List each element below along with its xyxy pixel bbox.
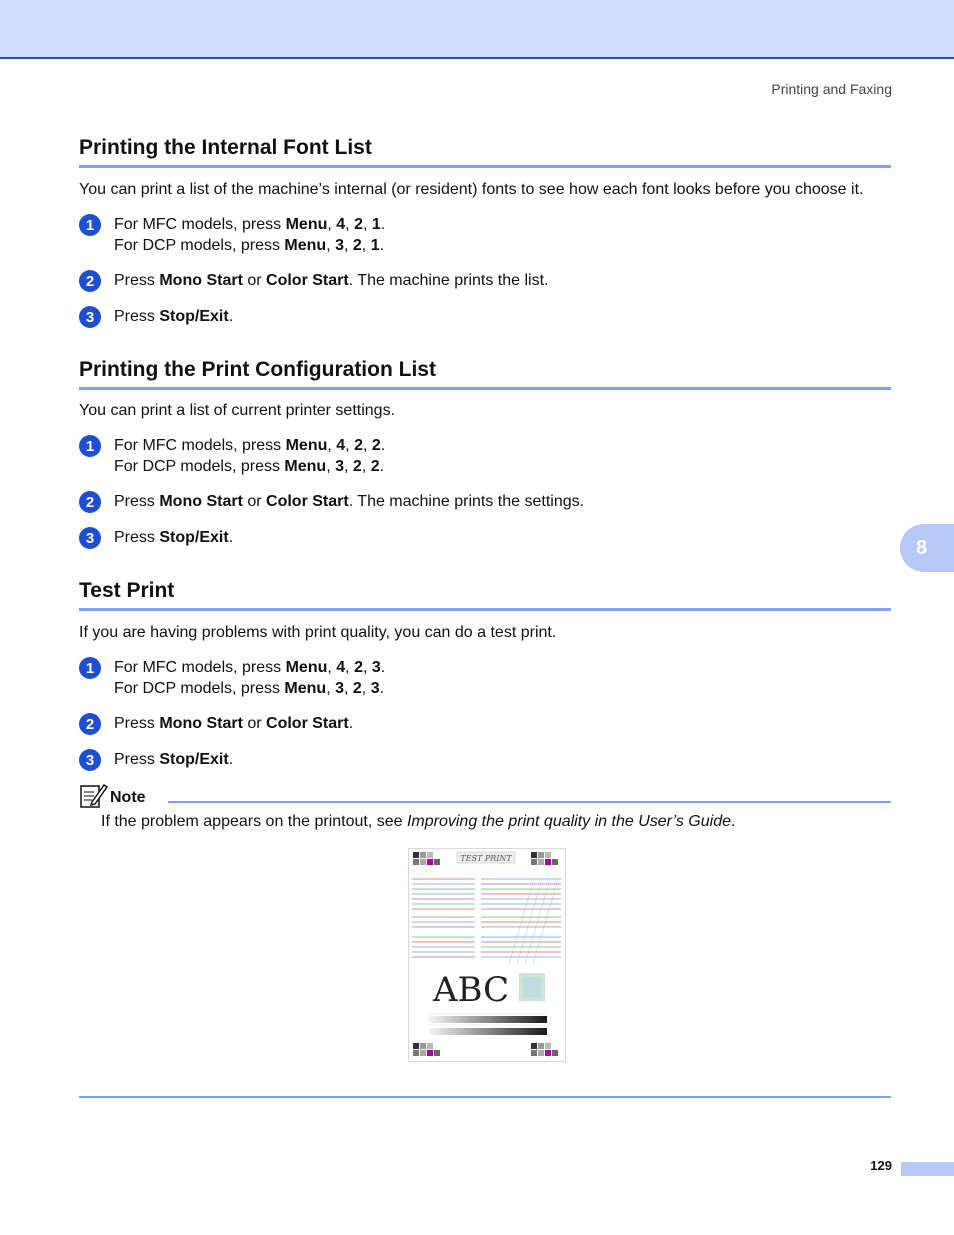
step-text-run: Press [114, 529, 160, 546]
step-keyword: Stop/Exit [159, 308, 229, 325]
step-text-run: . [228, 529, 234, 546]
step-text [114, 749, 884, 770]
color-squares-top-left [413, 852, 440, 865]
step-keyword: 3 [335, 458, 344, 475]
step-text-run: Press [114, 493, 160, 510]
step-line [114, 306, 884, 327]
step-text-run: Press [114, 272, 160, 289]
section-intro-font-list: You can print a list of the machine’s internal (or resident) fonts to see how each font looks before you choose it. [79, 181, 864, 198]
note-pencil-icon [80, 782, 108, 808]
step-text-run: Press [114, 308, 160, 325]
step-number-badge: 3 [79, 749, 101, 771]
step-text-run: . [348, 715, 354, 732]
running-head: Printing and Faxing [771, 81, 892, 97]
step-text-run: For MFC models, press [114, 437, 286, 454]
step-text [114, 306, 884, 327]
step-keyword: Mono Start [159, 493, 243, 510]
step-text-run: For DCP models, press [114, 458, 285, 475]
test-print-big-text: ABC [433, 970, 510, 1010]
step-line [114, 270, 884, 291]
step-line [114, 713, 884, 734]
step-text-run: , [326, 237, 336, 254]
step-text [114, 491, 884, 512]
step-keyword: Menu [285, 659, 328, 676]
step-text-run: For DCP models, press [114, 680, 285, 697]
step-text-run: , [326, 680, 336, 697]
step-text-run: . [379, 458, 385, 475]
step-keyword: Menu [285, 216, 328, 233]
note-text [101, 812, 735, 832]
color-squares-bottom-right [531, 1043, 558, 1056]
step-text-run: , [361, 458, 371, 475]
step-keyword: Color Start [266, 493, 349, 510]
step-text-run: , [344, 680, 353, 697]
step-text-run: . [380, 437, 386, 454]
step-number-badge: 1 [79, 657, 101, 679]
step-text-run: . The machine prints the settings. [348, 493, 585, 510]
page-number: 129 [870, 1158, 892, 1173]
step-text-run: For DCP models, press [114, 237, 285, 254]
top-header-band [0, 0, 954, 59]
step-keyword: Color Start [266, 272, 349, 289]
step-keyword: Menu [284, 237, 327, 254]
step-text-run: . [228, 751, 234, 768]
step-text-run: . [379, 680, 385, 697]
note-reference-link-text: Improving the print quality in the User’s Guide [406, 813, 731, 830]
step-keyword: 3 [371, 659, 381, 676]
step-keyword: Menu [284, 458, 327, 475]
step-keyword: Mono Start [159, 272, 243, 289]
step-text [114, 214, 884, 256]
step-keyword: 3 [370, 680, 380, 697]
section-intro-test-print: If you are having problems with print quality, you can do a test print. [79, 624, 557, 641]
note-label: Note [110, 789, 146, 806]
step-keyword: 4 [336, 216, 346, 233]
step-keyword: Stop/Exit [159, 529, 229, 546]
test-print-illustration [409, 849, 565, 1061]
step-number-badge: 2 [79, 270, 101, 292]
gray-ramp-2 [429, 1028, 547, 1035]
step-keyword: 2 [352, 680, 362, 697]
step-keyword: 2 [371, 437, 381, 454]
step-keyword: 1 [371, 216, 381, 233]
section-title-config-list: Printing the Print Configuration List [79, 358, 891, 390]
step-text-run: For MFC models, press [114, 659, 286, 676]
step-text-run: or [242, 715, 267, 732]
test-print-sample-image [408, 848, 566, 1062]
step-line [114, 749, 884, 770]
step-keyword: Menu [284, 680, 327, 697]
step-text-run: , [344, 458, 353, 475]
step-number-badge: 2 [79, 491, 101, 513]
step-text [114, 657, 884, 699]
step-keyword: 4 [336, 659, 346, 676]
step-text-run: , [362, 659, 372, 676]
step-text-run: Press [114, 751, 160, 768]
note-text-end: . [730, 813, 736, 830]
step-line [114, 527, 884, 548]
step-text-run: or [242, 493, 267, 510]
step-line [114, 491, 884, 512]
step-keyword: Menu [285, 437, 328, 454]
note-text-plain: If the problem appears on the printout, see [101, 813, 407, 830]
step-text-run: , [345, 437, 355, 454]
step-line [114, 657, 884, 678]
step-text-run: . [380, 216, 386, 233]
step-number-badge: 3 [79, 527, 101, 549]
step-text [114, 527, 884, 548]
step-keyword: Stop/Exit [159, 751, 229, 768]
step-text-run: , [327, 216, 337, 233]
step-text-run: , [327, 659, 337, 676]
step-keyword: 2 [354, 216, 363, 233]
step-keyword: 1 [370, 237, 380, 254]
step-text-run: , [326, 458, 336, 475]
step-keyword: 4 [336, 437, 346, 454]
color-squares-top-right [531, 852, 558, 865]
step-keyword: 2 [370, 458, 380, 475]
step-keyword: Color Start [266, 715, 349, 732]
step-number-badge: 2 [79, 713, 101, 735]
step-number-badge: 3 [79, 306, 101, 328]
step-text-run: . [228, 308, 234, 325]
color-squares-bottom-left [413, 1043, 440, 1056]
step-line [114, 235, 884, 256]
section-title-test-print: Test Print [79, 579, 891, 611]
step-text [114, 270, 884, 291]
step-number-badge: 1 [79, 214, 101, 236]
step-keyword: 2 [354, 659, 363, 676]
step-text-run: , [345, 216, 355, 233]
section-intro-config-list: You can print a list of current printer settings. [79, 402, 396, 419]
step-text-run: Press [114, 715, 160, 732]
bottom-divider [79, 1096, 891, 1098]
step-line [114, 214, 884, 235]
step-text [114, 435, 884, 477]
section-title-font-list: Printing the Internal Font List [79, 136, 891, 168]
step-text-run: . [379, 237, 385, 254]
step-text-run: , [362, 437, 372, 454]
step-text-run: , [361, 680, 371, 697]
step-text-run: . [380, 659, 386, 676]
chapter-tab: 8 [900, 524, 954, 572]
note-divider [168, 801, 891, 803]
step-text [114, 713, 884, 734]
step-text-run: , [361, 237, 371, 254]
step-number-badge: 1 [79, 435, 101, 457]
step-keyword: 2 [352, 237, 362, 254]
step-line [114, 456, 884, 477]
step-text-run: or [242, 272, 267, 289]
step-keyword: Mono Start [159, 715, 243, 732]
step-keyword: 3 [335, 680, 344, 697]
step-keyword: 2 [354, 437, 363, 454]
step-text-run: , [345, 659, 355, 676]
step-text-run: For MFC models, press [114, 216, 286, 233]
step-line [114, 678, 884, 699]
step-keyword: 2 [352, 458, 362, 475]
step-keyword: 3 [335, 237, 344, 254]
step-line [114, 435, 884, 456]
step-text-run: , [327, 437, 337, 454]
step-text-run: , [362, 216, 372, 233]
step-text-run: . The machine prints the list. [348, 272, 549, 289]
test-print-header-label: TEST PRINT [460, 854, 512, 863]
page-tab [901, 1162, 954, 1176]
gray-ramp-1 [429, 1016, 547, 1023]
step-text-run: , [344, 237, 353, 254]
